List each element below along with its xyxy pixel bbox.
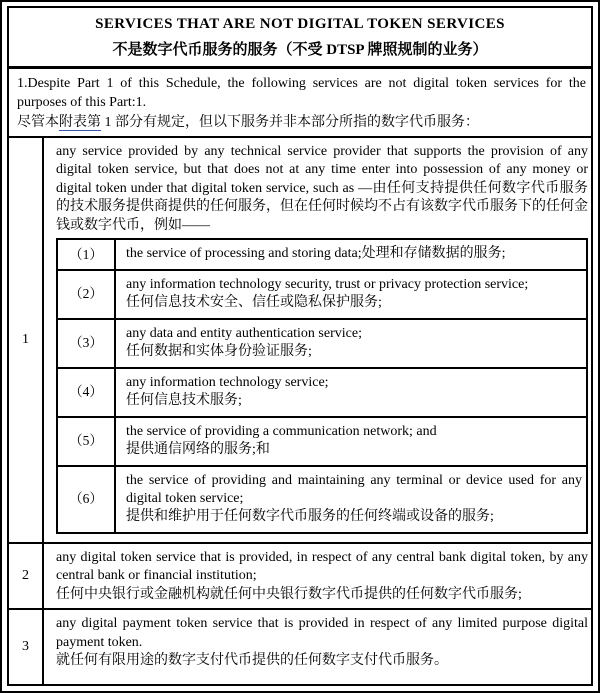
sub-item-6-english: the service of providing and maintaining any terminal or device used for any digital token service; <box>126 472 582 506</box>
sub-item-4-text <box>116 369 586 416</box>
sub-item-5-chinese: 提供通信网络的服务;和 <box>126 442 270 458</box>
schedule-reference-link[interactable]: 附表第 <box>59 114 101 130</box>
row-2-chinese: 任何中央银行或金融机构就任何中央银行数字代币提供的任何数字代币服务; <box>56 586 522 602</box>
sub-item-5-text <box>116 418 586 465</box>
sub-item-5-english: the service of providing a communication network; and <box>126 423 437 439</box>
sub-item-5-number: （5） <box>58 418 116 465</box>
subtable-row <box>58 418 586 467</box>
table-row-1 <box>9 138 591 544</box>
intro-chinese-prefix: 尽管本 <box>17 114 59 130</box>
intro-clause <box>9 69 591 138</box>
table-row-2 <box>9 544 591 610</box>
row-2-content <box>44 544 591 608</box>
intro-english: 1.Despite Part 1 of this Schedule, the following services are not digital token services for the purposes of this Part:1. <box>17 76 586 111</box>
row-1-number: 1 <box>9 138 44 542</box>
subtable-row <box>58 320 586 369</box>
sub-item-6-text <box>116 467 586 532</box>
sub-item-4-chinese: 任何信息技术服务; <box>126 393 242 409</box>
sub-item-1-text: the service of processing and storing data;处理和存储数据的服务; <box>126 246 506 262</box>
sub-item-3-number: （3） <box>58 320 116 367</box>
row-3-chinese: 就任何有限用途的数字支付代币提供的任何数字支付代币服务。 <box>56 653 448 669</box>
sub-item-3-english: any data and entity authentication service; <box>126 325 362 341</box>
title-english: SERVICES THAT ARE NOT DIGITAL TOKEN SERVICES <box>95 16 505 32</box>
subtable-row <box>58 271 586 320</box>
title-chinese: 不是数字代币服务的服务（不受 DTSP 牌照规制的业务） <box>112 42 488 58</box>
sub-item-2-english: any information technology security, trust or privacy protection service; <box>126 276 529 292</box>
row-3-number: 3 <box>9 610 44 684</box>
sub-item-6-number: （6） <box>58 467 116 532</box>
subtable-row <box>58 369 586 418</box>
subtable-row <box>58 240 586 270</box>
sub-item-2-number: （2） <box>58 271 116 318</box>
intro-chinese-rest: 1 部分有规定，但以下服务并非本部分所指的数字代币服务： <box>101 114 479 130</box>
table-body <box>9 138 591 684</box>
sub-item-4-number: （4） <box>58 369 116 416</box>
row-3-content <box>44 610 591 684</box>
sub-item-2-text <box>116 271 586 318</box>
row-3-english: any digital payment token service that is provided in respect of any limited purpose digital payment token. <box>56 616 588 650</box>
row-2-english: any digital token service that is provided, in respect of any central bank digital token, by any central bank or financial institution; <box>56 549 588 584</box>
intro-chinese <box>17 113 586 132</box>
table-frame <box>7 6 593 686</box>
sub-item-1-number: （1） <box>58 240 116 268</box>
sub-item-2-chinese: 任何信息技术安全、信任或隐私保护服务; <box>126 295 382 311</box>
table-title <box>9 8 591 69</box>
sub-item-3-text <box>116 320 586 367</box>
subtable-row <box>58 467 586 532</box>
row-1-subtable <box>56 238 588 534</box>
sub-item-6-chinese: 提供和维护用于任何数字代币服务的任何终端或设备的服务; <box>126 509 494 525</box>
table-row-3 <box>9 610 591 684</box>
row-2-number: 2 <box>9 544 44 608</box>
sub-item-3-chinese: 任何数据和实体身份验证服务; <box>126 344 312 360</box>
row-1-lead-paragraph: any service provided by any technical service provider that supports the provision of any digital token service, but that does not at any time enter into possession of any money or digital token under that digital token service, such as —由任何支持提供任何数字代币服务的技术服务提供商提供的任何服务，但在任何时候均不占有该数字代币服务下的任何金钱或数字代币，例如—— <box>56 143 588 233</box>
sub-item-4-english: any information technology service; <box>126 374 329 390</box>
row-1-content <box>44 138 591 542</box>
